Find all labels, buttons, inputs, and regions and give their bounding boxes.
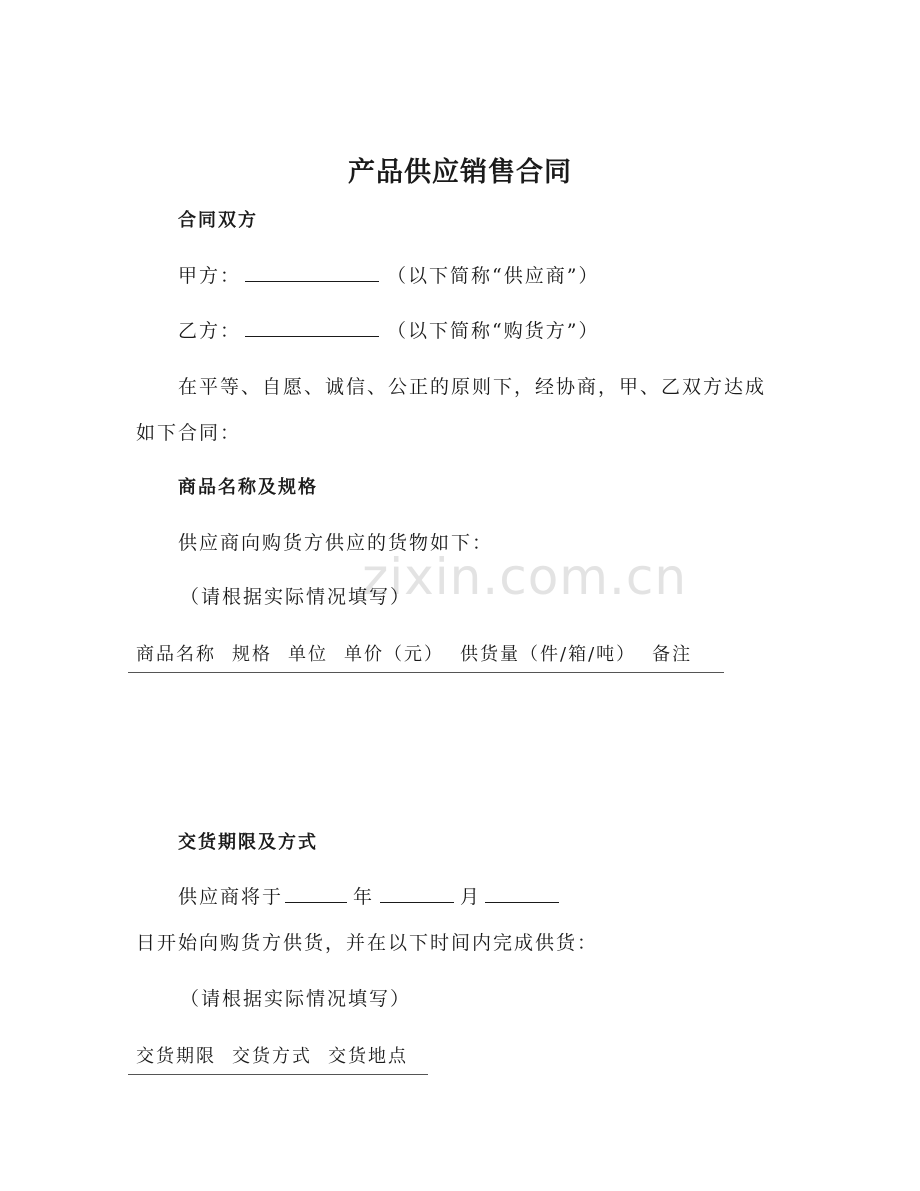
- delivery-date-line: [178, 882, 559, 909]
- year-label: 年: [353, 886, 375, 908]
- party-a-suffix: （以下简称“供应商”）: [387, 265, 600, 287]
- month-label: 月: [460, 886, 482, 908]
- delivery-year-blank[interactable]: [285, 884, 347, 903]
- goods-col-quantity: 供货量（件/箱/吨）: [460, 644, 637, 665]
- goods-col-spec: 规格: [232, 644, 272, 665]
- delivery-day-blank[interactable]: [485, 884, 559, 903]
- goods-col-name: 商品名称: [136, 644, 216, 665]
- delivery-col-period: 交货期限: [136, 1046, 216, 1067]
- document-title: 产品供应销售合同: [348, 157, 572, 188]
- party-b-label: 乙方：: [178, 320, 242, 342]
- delivery-table-header: [128, 1042, 428, 1075]
- delivery-col-location: 交货地点: [328, 1046, 408, 1067]
- goods-col-unit: 单位: [288, 644, 328, 665]
- goods-intro: 供应商向购货方供应的货物如下：: [178, 532, 494, 554]
- section-heading-parties: 合同双方: [178, 210, 258, 231]
- delivery-fill-note: （请根据实际情况填写）: [180, 988, 412, 1010]
- party-b-suffix: （以下简称“购货方”）: [387, 320, 600, 342]
- agreement-line-2: 如下合同：: [136, 422, 242, 444]
- party-a-label: 甲方：: [178, 265, 242, 287]
- party-b-blank[interactable]: [245, 318, 379, 337]
- watermark: zixin.com.cn: [362, 548, 688, 606]
- delivery-month-blank[interactable]: [380, 884, 454, 903]
- delivery-line-2: 日开始向购货方供货，并在以下时间内完成供货：: [136, 932, 599, 954]
- section-heading-goods: 商品名称及规格: [178, 477, 318, 498]
- section-heading-delivery: 交货期限及方式: [178, 832, 318, 853]
- goods-col-remark: 备注: [652, 644, 693, 665]
- party-a-line: [178, 261, 599, 288]
- party-a-blank[interactable]: [245, 263, 379, 282]
- party-b-line: [178, 316, 599, 343]
- goods-fill-note: （请根据实际情况填写）: [180, 586, 412, 608]
- delivery-line-prefix: 供应商将于: [178, 886, 284, 908]
- goods-col-price: 单价（元）: [344, 644, 444, 665]
- goods-table-header: [128, 640, 724, 673]
- agreement-line-1: 在平等、自愿、诚信、公正的原则下，经协商，甲、乙双方达成: [178, 376, 767, 398]
- delivery-col-method: 交货方式: [232, 1046, 312, 1067]
